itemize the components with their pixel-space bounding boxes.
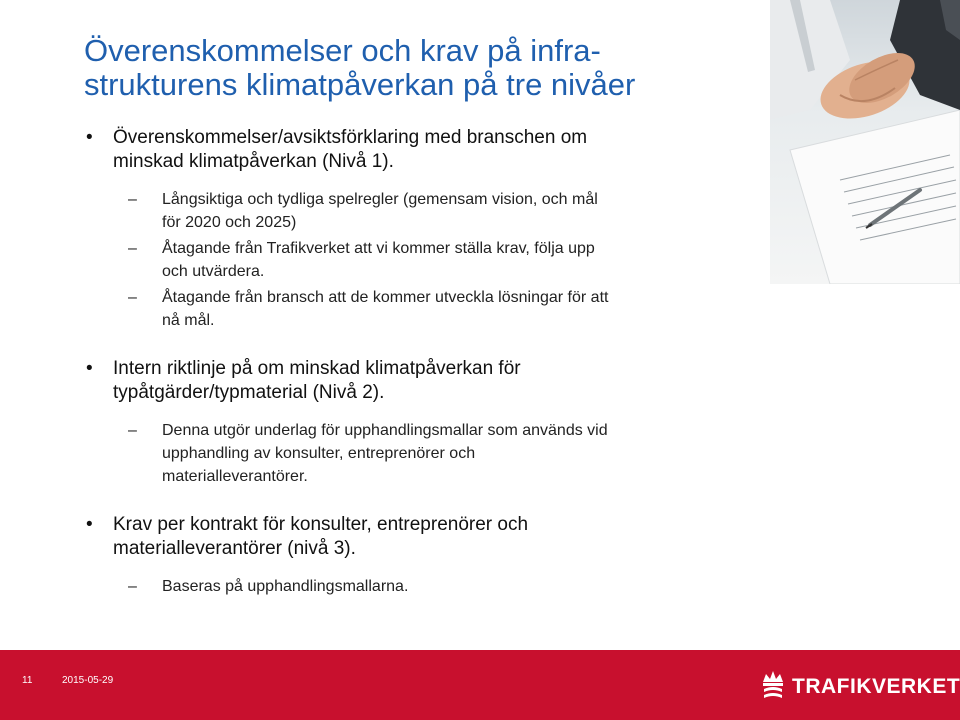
sub-bullet-text: Baseras på upphandlingsmallarna. — [162, 578, 409, 595]
bullet-text: Intern riktlinje på om minskad klimatpåverkan för — [113, 358, 521, 379]
sub-bullet-item — [84, 237, 764, 283]
bullet-text: minskad klimatpåverkan (Nivå 1). — [113, 151, 394, 172]
sub-bullet-item — [84, 188, 764, 234]
logo-text: TRAFIKVERKET — [792, 675, 960, 698]
footer-bar — [0, 650, 960, 720]
dash-icon: – — [128, 578, 137, 595]
bullet-list — [84, 126, 764, 598]
page-number: 11 — [22, 675, 33, 686]
bullet-item — [84, 513, 764, 561]
bullet-text: Överenskommelser/avsiktsförklaring med branschen om — [113, 127, 588, 148]
sub-bullet-text: Denna utgör underlag för upphandlingsmallar som används vid — [162, 422, 608, 439]
sub-bullet-text: och utvärdera. — [162, 263, 265, 280]
slide-date: 2015-05-29 — [62, 675, 114, 686]
bullet-item — [84, 357, 764, 405]
handshake-photo — [770, 0, 960, 284]
slide-title — [84, 34, 764, 102]
bullet-text: materialleverantörer (nivå 3). — [113, 538, 356, 559]
dash-icon: – — [128, 191, 137, 208]
handshake-icon — [770, 0, 960, 284]
dash-icon: – — [128, 422, 137, 439]
sub-bullet-item — [84, 575, 764, 598]
trafikverket-logo — [758, 666, 960, 706]
sub-bullet-text: nå mål. — [162, 312, 215, 329]
sub-bullet-text: för 2020 och 2025) — [162, 214, 297, 231]
title-line-2: strukturens klimatpåverkan på tre nivåer — [84, 67, 636, 102]
dash-icon: – — [128, 240, 137, 257]
bullet-dot-icon: • — [86, 358, 93, 379]
bullet-text: Krav per kontrakt för konsulter, entreprenörer och — [113, 514, 529, 535]
sub-bullet-text: Åtagande från Trafikverket att vi kommer ställa krav, följa upp — [162, 240, 595, 257]
sub-bullet-text: Långsiktiga och tydliga spelregler (gemensam vision, och mål — [162, 191, 598, 208]
crown-emblem-icon — [758, 668, 788, 704]
sub-bullet-text: materialleverantörer. — [162, 468, 308, 485]
dash-icon: – — [128, 289, 137, 306]
sub-bullet-text: Åtagande från bransch att de kommer utveckla lösningar för att — [162, 289, 609, 306]
bullet-dot-icon: • — [86, 127, 93, 148]
sub-bullet-text: upphandling av konsulter, entreprenörer och — [162, 445, 476, 462]
bullet-dot-icon: • — [86, 514, 93, 535]
sub-bullet-item — [84, 286, 764, 332]
sub-bullet-item — [84, 419, 764, 488]
bullet-item — [84, 126, 764, 174]
title-line-1: Överenskommelser och krav på infra- — [84, 33, 601, 68]
bullet-text: typåtgärder/typmaterial (Nivå 2). — [113, 382, 385, 403]
